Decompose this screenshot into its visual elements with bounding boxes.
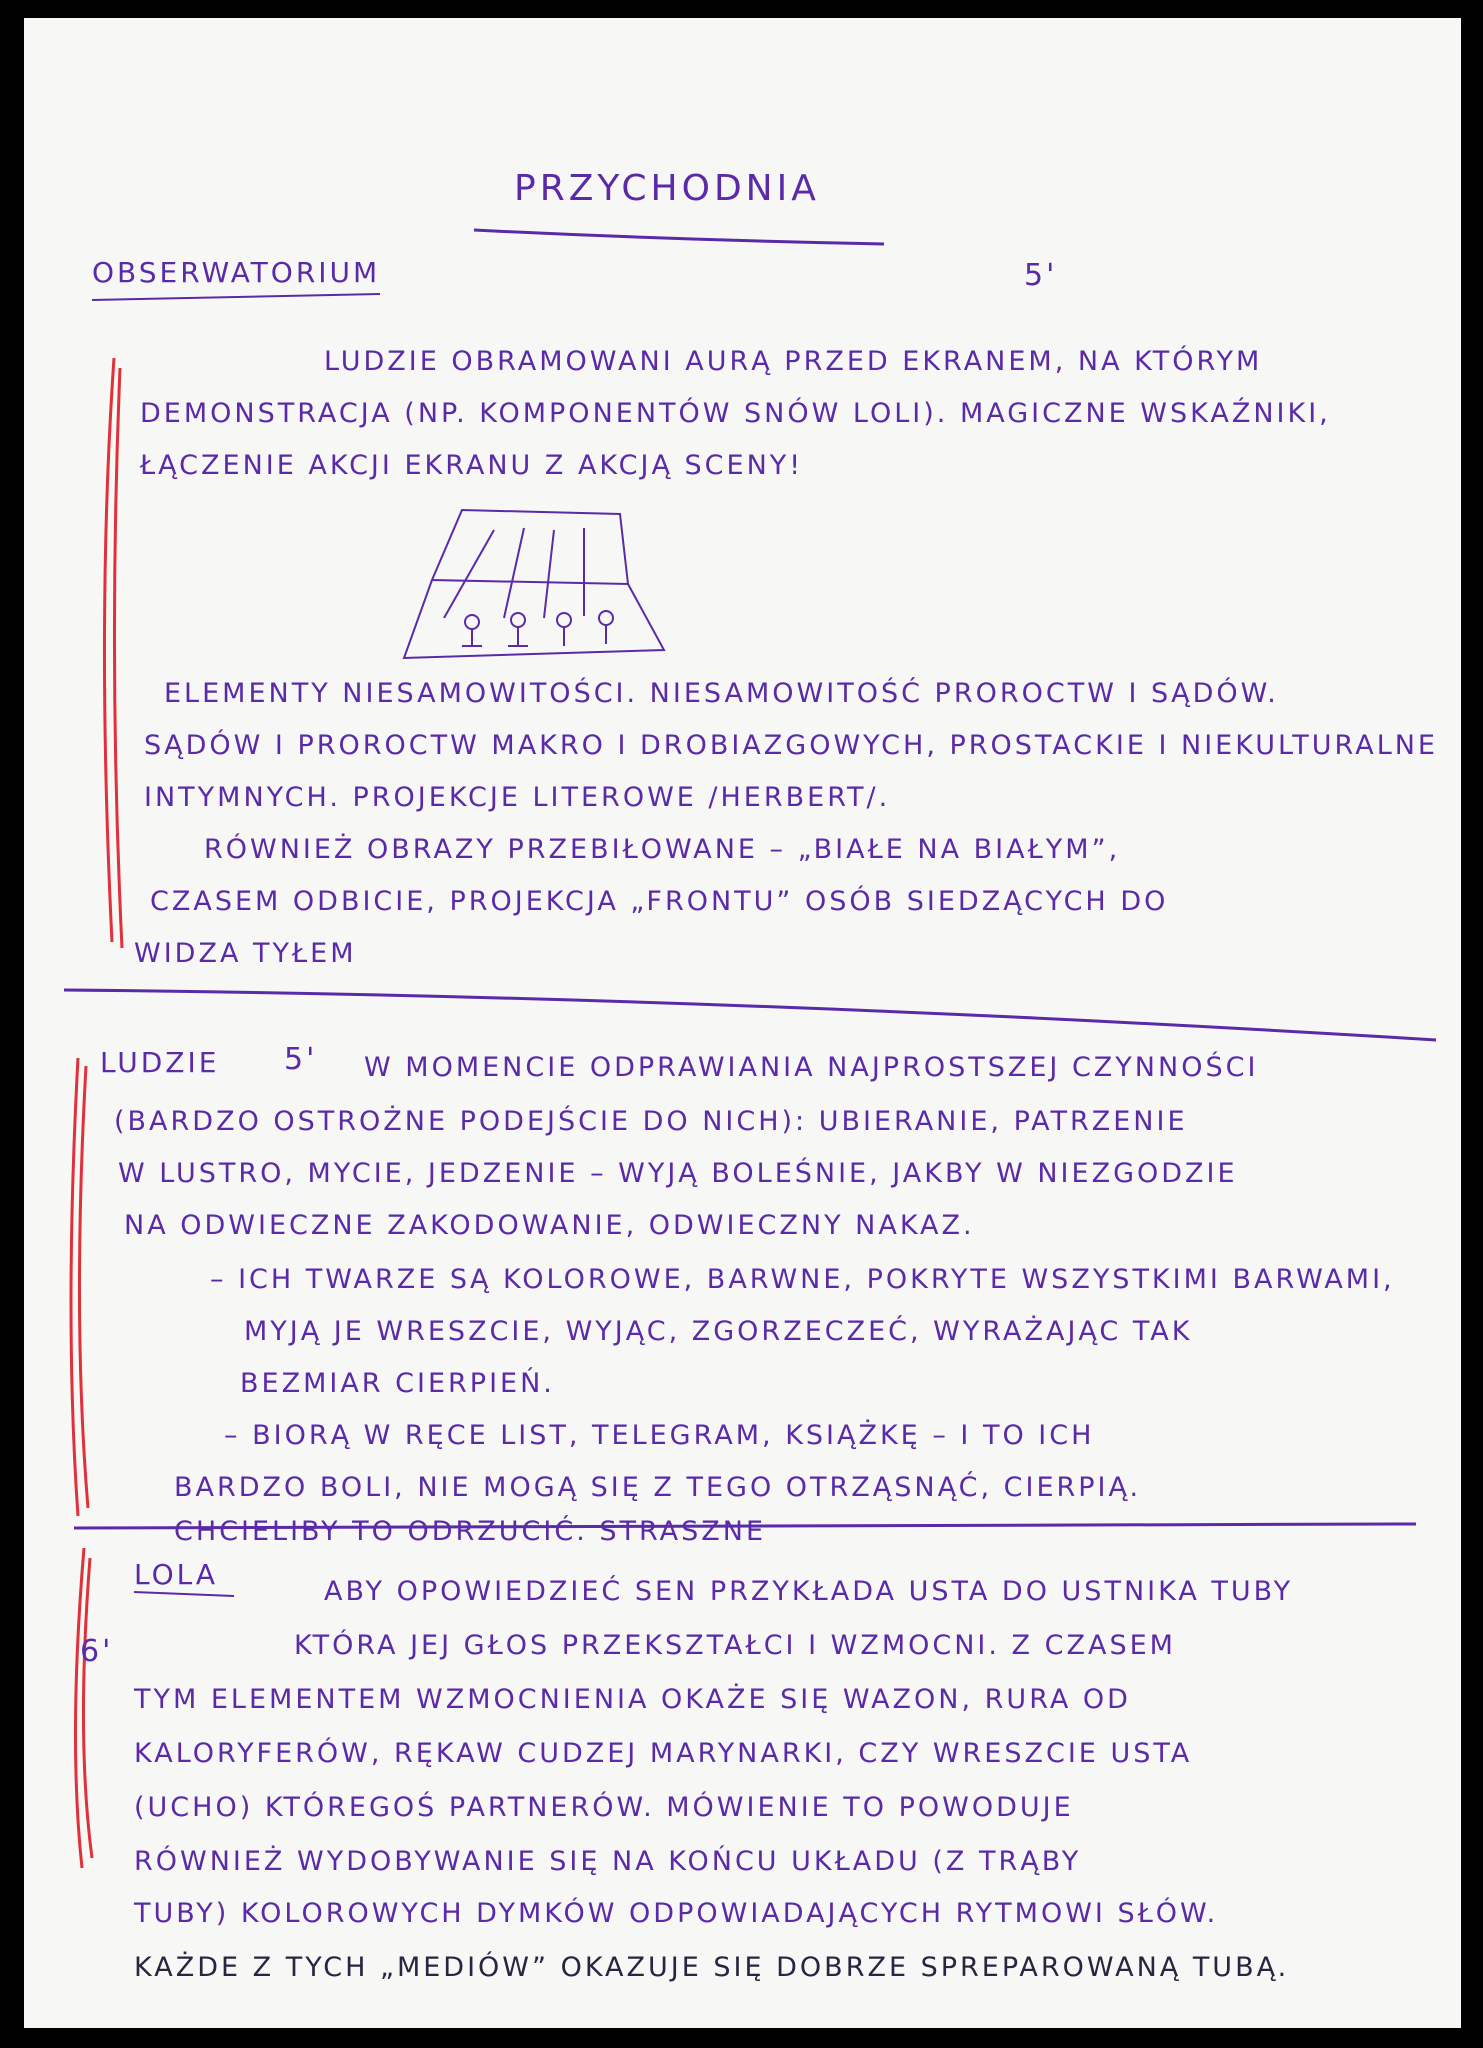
text-line: MYJĄ JE WRESZCIE, WYJĄC, ZGORZECZEĆ, WYRAŻAJĄC TAK	[244, 1316, 1193, 1347]
margin-mark-2	[71, 1058, 88, 1516]
text-line: CZASEM ODBICIE, PROJEKCJA „FRONTU” OSÓB SIEDZĄCYCH DO	[150, 886, 1169, 917]
section-heading-lola: LOLA	[134, 1558, 219, 1591]
text-line: BARDZO BOLI, NIE MOGĄ SIĘ Z TEGO OTRZĄSNĄĆ, CIERPIĄ.	[174, 1472, 1142, 1503]
text-line: TUBY) KOLOROWYCH DYMKÓW ODPOWIADAJĄCYCH RYTMOWI SŁÓW.	[134, 1898, 1219, 1929]
text-line: CHCIELIBY TO ODRZUCIĆ. STRASZNE	[174, 1516, 767, 1547]
text-line: ABY OPOWIEDZIEĆ SEN PRZYKŁADA USTA DO USTNIKA TUBY	[324, 1576, 1294, 1607]
text-line: TYM ELEMENTEM WZMOCNIENIA OKAŻE SIĘ WAZON, RURA OD	[134, 1684, 1131, 1715]
text-line: ŁĄCZENIE AKCJI EKRANU Z AKCJĄ SCENY!	[140, 450, 804, 481]
section-duration: 5'	[1024, 258, 1058, 293]
text-line: – ICH TWARZE SĄ KOLOROWE, BARWNE, POKRYTE WSZYSTKIMI BARWAMI,	[210, 1264, 1395, 1295]
text-line: W LUSTRO, MYCIE, JEDZENIE – WYJĄ BOLEŚNIE, JAKBY W NIEZGODZIE	[118, 1158, 1238, 1189]
text-line: KAŻDE Z TYCH „MEDIÓW” OKAZUJE SIĘ DOBRZE SPREPAROWANĄ TUBĄ.	[134, 1952, 1290, 1983]
manuscript-page	[24, 18, 1461, 2028]
pen-strokes	[24, 18, 1461, 2028]
text-line: – BIORĄ W RĘCE LIST, TELEGRAM, KSIĄŻKĘ – I TO ICH	[224, 1420, 1095, 1451]
text-line: RÓWNIEŻ WYDOBYWANIE SIĘ NA KOŃCU UKŁADU (Z TRĄBY	[134, 1846, 1082, 1877]
text-line: KTÓRA JEJ GŁOS PRZEKSZTAŁCI I WZMOCNI. Z CZASEM	[294, 1630, 1176, 1661]
text-line: KALORYFERÓW, RĘKAW CUDZEJ MARYNARKI, CZY WRESZCIE USTA	[134, 1738, 1193, 1769]
section-heading-ludzie: LUDZIE	[100, 1046, 220, 1079]
text-line: ELEMENTY NIESAMOWITOŚCI. NIESAMOWITOŚĆ PROROCTW I SĄDÓW.	[164, 678, 1279, 709]
text-line: LUDZIE OBRAMOWANI AURĄ PRZED EKRANEM, NA KTÓRYM	[324, 346, 1263, 377]
section-duration: 6'	[80, 1634, 114, 1669]
text-line: WIDZA TYŁEM	[134, 938, 357, 969]
text-line: BEZMIAR CIERPIEŃ.	[240, 1368, 555, 1399]
text-line: W MOMENCIE ODPRAWIANIA NAJPROSTSZEJ CZYNNOŚCI	[364, 1052, 1259, 1083]
text-line: INTYMNYCH. PROJEKCJE LITEROWE /HERBERT/.	[144, 782, 891, 813]
screen-sketch-icon	[404, 510, 664, 658]
text-line: NA ODWIECZNE ZAKODOWANIE, ODWIECZNY NAKAZ.	[124, 1210, 975, 1241]
text-line: (BARDZO OSTROŻNE PODEJŚCIE DO NICH): UBIERANIE, PATRZENIE	[114, 1106, 1188, 1137]
text-line: RÓWNIEŻ OBRAZY PRZEBIŁOWANE – „BIAŁE NA BIAŁYM”,	[204, 834, 1121, 865]
section-separator-1	[64, 990, 1436, 1040]
margin-mark-1	[104, 358, 122, 948]
section-duration: 5'	[284, 1042, 318, 1077]
text-line: SĄDÓW I PROROCTW MAKRO I DROBIAZGOWYCH, PROSTACKIE I NIEKULTURALNE	[144, 730, 1438, 761]
page-title: PRZYCHODNIA	[514, 168, 820, 209]
margin-mark-3	[75, 1548, 92, 1868]
text-line: (UCHO) KTÓREGOŚ PARTNERÓW. MÓWIENIE TO POWODUJE	[134, 1792, 1074, 1823]
text-line: DEMONSTRACJA (NP. KOMPONENTÓW SNÓW LOLI). MAGICZNE WSKAŹNIKI,	[140, 398, 1331, 429]
section-heading-obserwatorium: OBSERWATORIUM	[92, 256, 381, 289]
